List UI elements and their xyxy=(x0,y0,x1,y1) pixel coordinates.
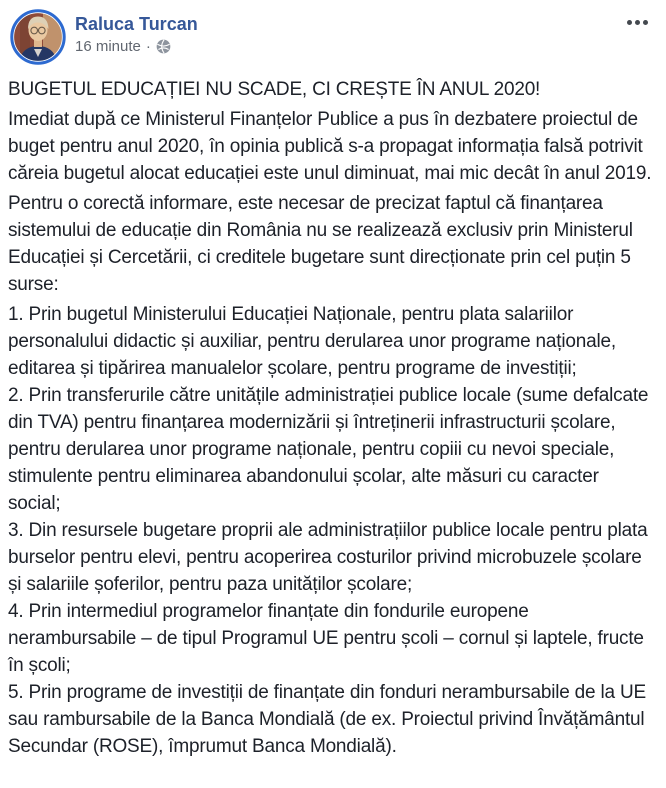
author-name-link[interactable]: Raluca Turcan xyxy=(75,14,198,34)
globe-icon xyxy=(156,39,171,54)
header-meta xyxy=(75,9,198,56)
post-options-button[interactable] xyxy=(623,14,652,31)
post-content xyxy=(0,67,666,762)
meta-separator: · xyxy=(145,38,151,55)
post-list-item: 3. Din resursele bugetare proprii ale administrațiilor publice locale pentru plata burselor pentru elevi, pentru acoperirea costurilor privind microbuzele școlare și salariile șoferilor, pentru paza unităților școlare; xyxy=(8,520,648,595)
post-list-item: 2. Prin transferurile către unitățile administrației publice locale (sume defalcate din TVA) pentru finanțarea modernizării și întreținerii infrastructurii școlare, pentru derularea unor programe naționale, pentru copiii cu nevoi speciale, stimulente pentru eliminarea abandonului școlar, alte măsuri cu caracter social; xyxy=(8,385,649,514)
post-list-item: 5. Prin programe de investiții de finanțate din fonduri nerambursabile de la UE sau rambursabile de la Banca Mondială (de ex. Proiectul privind Învățământul Secundar (ROSE), împrumut Banca Mondială). xyxy=(8,682,646,757)
post-list-item: 4. Prin intermediul programelor finanțate din fondurile europene nerambursabile – de tipul Programul UE pentru școli – cornul și laptele, fructe în școli; xyxy=(8,601,644,676)
post-title: BUGETUL EDUCAȚIEI NU SCADE, CI CREȘTE ÎN ANUL 2020! xyxy=(8,79,541,100)
post-paragraph: Pentru o corectă informare, este necesar de precizat faptul că finanțarea sistemului de educație din România nu se realizează exclusiv prin Ministerul Educației și Cercetării, ci creditele bugetare sunt direcționate prin cel puțin 5 surse: xyxy=(8,193,633,295)
author-avatar[interactable] xyxy=(10,9,66,65)
post-numbered-list xyxy=(8,301,652,760)
post-paragraph: Imediat după ce Ministerul Finanțelor Publice a pus în dezbatere proiectul de buget pentru anul 2020, în opinia publică s-a propagat informația falsă potrivit căreia bugetul alocat educației este unul diminuat, mai mic decât în anul 2019. xyxy=(8,109,652,184)
post-meta-line xyxy=(75,37,198,56)
post-header xyxy=(0,0,666,67)
post-paragraphs xyxy=(8,106,652,298)
timestamp-link[interactable]: 16 minute xyxy=(75,38,141,55)
post-list-item: 1. Prin bugetul Ministerului Educației Naționale, pentru plata salariilor personalului didactic și auxiliar, pentru derularea unor programe naționale, editarea și tipărirea manualelor școlare, pentru programe de investiții; xyxy=(8,304,616,379)
avatar-image xyxy=(10,9,66,65)
avatar xyxy=(10,9,66,65)
ellipsis-icon xyxy=(627,20,632,25)
